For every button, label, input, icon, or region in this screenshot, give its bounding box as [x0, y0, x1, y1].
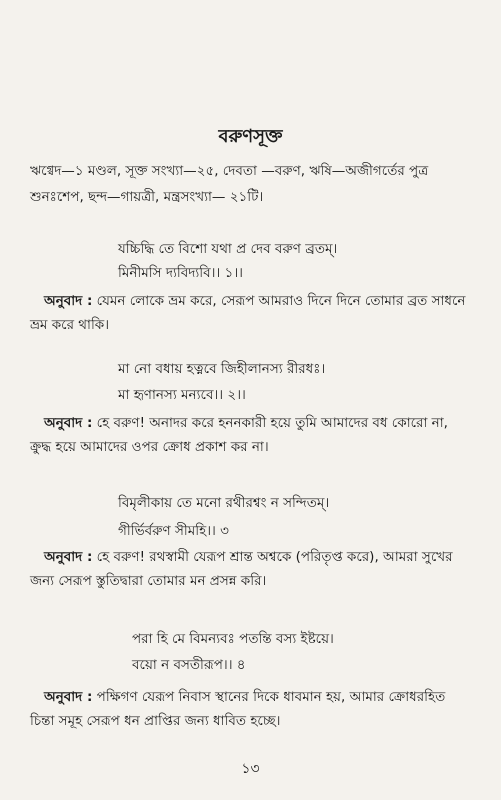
translation-text: হে বরুণ! অনাদর করে হননকারী হয়ে তুমি আমাদের বধ কোরো না,: [96, 415, 448, 431]
translation-label: অনুবাদ :: [44, 549, 93, 565]
verse-3-sanskrit-line-2: গীর্ভির্বরুণ সীমহি।। ৩: [118, 523, 229, 539]
verse-4-sanskrit-line-2: বয়ো ন বসতীরূপ।। ৪: [132, 657, 246, 673]
verse-4-translation-line-2: চিন্তা সমূহ সেরূপ ধন প্রাপ্তির জন্য ধাবিত হচ্ছে।: [30, 713, 281, 729]
translation-text: হে বরুণ! রথস্বামী যেরূপ শ্রান্ত অশ্বকে (পরিতৃপ্ত করে), আমরা সুখের: [96, 549, 453, 565]
verse-3-translation-line-2: জন্য সেরূপ স্তুতিদ্বারা তোমার মন প্রসন্ন করি।: [30, 573, 267, 589]
translation-label: অনুবাদ :: [44, 293, 93, 309]
translation-label: অনুবাদ :: [44, 415, 93, 431]
page-title: বরুণসূক্ত: [218, 126, 283, 147]
verse-2-translation-line-1: [44, 412, 448, 435]
verse-1-sanskrit-line-2: মিনীমসি দ্যবিদ্যবি।। ১।।: [118, 265, 243, 281]
verse-2-sanskrit-line-1: মা নো বধায় হত্নবে জিহীলানস্য রীরধঃ।: [118, 361, 326, 377]
verse-4-translation-line-1: [44, 686, 445, 709]
translation-text: পক্ষিগণ যেরূপ নিবাস স্থানের দিকে ধাবমান হয়, আমার ক্রোধরহিত: [96, 689, 446, 705]
translation-text: যেমন লোকে ভ্রম করে, সেরূপ আমরাও দিনে দিনে তোমার ব্রত সাধনে: [96, 293, 466, 309]
verse-1-translation-line-2: ভ্রম করে থাকি।: [30, 317, 110, 333]
verse-1-sanskrit-line-1: যচ্চিদ্ধি তে বিশো যথা প্র দেব বরুণ ব্রতম্।: [118, 241, 338, 257]
verse-2-translation-line-2: ক্রুদ্ধ হয়ে আমাদের ওপর ক্রোধ প্রকাশ কর না।: [30, 439, 269, 455]
intro-line-1: ঋগ্বেদ—১ মণ্ডল, সূক্ত সংখ্যা—২৫, দেবতা —বরুণ, ঋষি—অজীগর্তের পুত্র: [30, 163, 429, 179]
translation-label: অনুবাদ :: [44, 689, 93, 705]
page-number: ১৩: [241, 761, 260, 777]
verse-4-sanskrit-line-1: পরা হি মে বিমন্যবঃ পতন্তি বস্য ইষ্টয়ে।: [132, 631, 334, 647]
verse-1-translation-line-1: [44, 290, 465, 313]
verse-3-translation-line-1: [44, 546, 453, 569]
verse-2-sanskrit-line-2: মা হৃণানস্য মন্যবে।। ২।।: [118, 387, 246, 403]
verse-3-sanskrit-line-1: বিমৃলীকায় তে মনো রথীরশ্বং ন সন্দিতম্।: [118, 495, 330, 511]
intro-line-2: শুনঃশেপ, ছন্দ—গায়ত্রী, মন্ত্রসংখ্যা— ২১টি।: [30, 189, 264, 205]
